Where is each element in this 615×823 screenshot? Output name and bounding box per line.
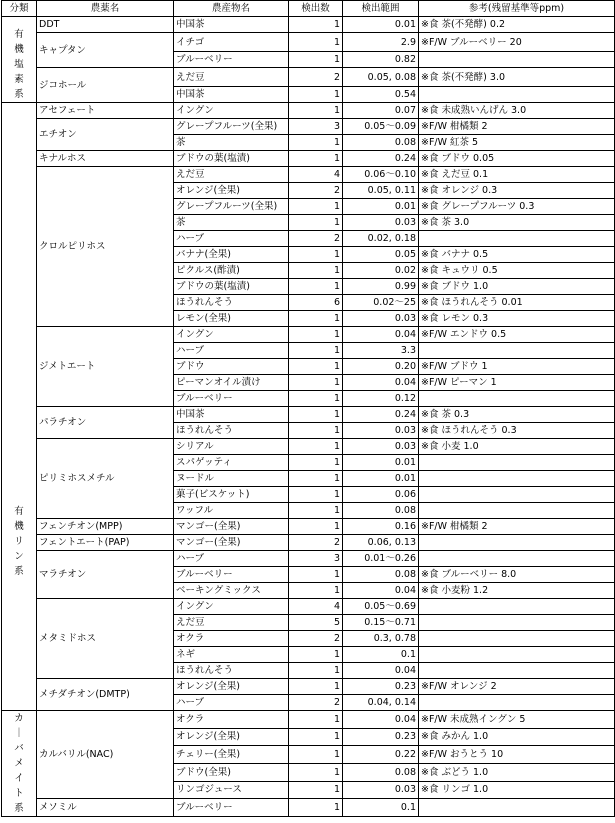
- detection-range: 2.9: [343, 33, 419, 52]
- pesticide-name: フェントエート(PAP): [37, 535, 174, 551]
- detection-range: 0.02: [343, 263, 419, 279]
- crop-name: ハーブ: [174, 695, 289, 711]
- category-char: カ: [14, 713, 24, 724]
- detection-count: 1: [289, 679, 343, 695]
- crop-name: ほうれんそう: [174, 295, 289, 311]
- detection-range: 0.08: [343, 567, 419, 583]
- reference-standard: [419, 695, 615, 711]
- pesticide-name: ピリミホスメチル: [37, 439, 174, 519]
- pesticide-name: キャプタン: [37, 33, 174, 68]
- crop-name: ほうれんそう: [174, 423, 289, 439]
- pesticide-name: DDT: [37, 17, 174, 33]
- reference-standard: ※食 みかん 1.0: [419, 728, 615, 746]
- reference-standard: [419, 455, 615, 471]
- detection-range: 0.22: [343, 746, 419, 764]
- reference-standard: [419, 663, 615, 679]
- table-row: [2, 679, 615, 695]
- detection-count: 1: [289, 647, 343, 663]
- crop-name: マンゴー(全果): [174, 535, 289, 551]
- pesticide-name: メタミドホス: [37, 599, 174, 679]
- detection-range: 0.07: [343, 103, 419, 119]
- detection-count: 2: [289, 631, 343, 647]
- crop-name: グレープフルーツ(全果): [174, 119, 289, 135]
- reference-standard: ※食 キュウリ 0.5: [419, 263, 615, 279]
- crop-name: ベーキングミックス: [174, 583, 289, 599]
- crop-name: ブルーベリー: [174, 567, 289, 583]
- category-cell: [2, 103, 37, 711]
- pesticide-name: キナルホス: [37, 151, 174, 167]
- table-row: [2, 799, 615, 817]
- detection-range: 0.20: [343, 359, 419, 375]
- reference-standard: ※食 えだ豆 0.1: [419, 167, 615, 183]
- crop-name: オレンジ(全果): [174, 183, 289, 199]
- category-char: ト: [14, 788, 24, 799]
- detection-count: 1: [289, 663, 343, 679]
- reference-standard: [419, 535, 615, 551]
- crop-name: 中国茶: [174, 17, 289, 33]
- category-char: リ: [14, 536, 24, 547]
- crop-name: イングン: [174, 103, 289, 119]
- detection-range: 0.01～0.26: [343, 551, 419, 567]
- category-char: 系: [14, 89, 24, 100]
- detection-count: 1: [289, 423, 343, 439]
- reference-standard: [419, 599, 615, 615]
- detection-range: 0.06～0.10: [343, 167, 419, 183]
- detection-count: 1: [289, 439, 343, 455]
- detection-range: 0.01: [343, 17, 419, 33]
- crop-name: ブドウの葉(塩漬): [174, 151, 289, 167]
- detection-range: 0.15～0.71: [343, 615, 419, 631]
- detection-count: 1: [289, 471, 343, 487]
- detection-count: 6: [289, 295, 343, 311]
- crop-name: えだ豆: [174, 167, 289, 183]
- crop-name: ブルーベリー: [174, 799, 289, 817]
- reference-standard: ※食 ほうれんそう 0.01: [419, 295, 615, 311]
- reference-standard: [419, 52, 615, 68]
- reference-standard: [419, 471, 615, 487]
- table-row: [2, 17, 615, 33]
- header-reference: 参考(残留基準等ppm): [419, 1, 615, 17]
- detection-range: 0.04: [343, 583, 419, 599]
- category-char: 有: [14, 506, 24, 517]
- detection-range: 0.03: [343, 311, 419, 327]
- detection-range: 0.08: [343, 503, 419, 519]
- category-label: [4, 234, 34, 579]
- residue-table: [1, 0, 615, 817]
- reference-standard: ※食 茶(不発酵) 0.2: [419, 17, 615, 33]
- reference-standard: ※食 グレープフルーツ 0.3: [419, 199, 615, 215]
- detection-range: 0.05, 0.11: [343, 183, 419, 199]
- reference-standard: [419, 231, 615, 247]
- category-char: 系: [14, 803, 24, 814]
- reference-standard: ※F/W 柑橘類 2: [419, 119, 615, 135]
- crop-name: ピーマンオイル漬け: [174, 375, 289, 391]
- detection-count: 1: [289, 455, 343, 471]
- reference-standard: ※食 バナナ 0.5: [419, 247, 615, 263]
- pesticide-name: メチダチオン(DMTP): [37, 679, 174, 711]
- reference-standard: ※食 未成熟いんげん 3.0: [419, 103, 615, 119]
- reference-standard: ※食 レモン 0.3: [419, 311, 615, 327]
- crop-name: ブルーベリー: [174, 52, 289, 68]
- detection-count: 1: [289, 519, 343, 535]
- reference-standard: ※食 ぶどう 1.0: [419, 763, 615, 781]
- crop-name: ネギ: [174, 647, 289, 663]
- crop-name: えだ豆: [174, 68, 289, 87]
- detection-range: 0.04: [343, 375, 419, 391]
- detection-count: 1: [289, 135, 343, 151]
- detection-count: 1: [289, 151, 343, 167]
- crop-name: ハーブ: [174, 231, 289, 247]
- reference-standard: [419, 647, 615, 663]
- crop-name: チェリー(全果): [174, 746, 289, 764]
- reference-standard: [419, 503, 615, 519]
- detection-count: 1: [289, 375, 343, 391]
- detection-count: 1: [289, 799, 343, 817]
- table-row: [2, 551, 615, 567]
- crop-name: ブドウの葉(塩漬): [174, 279, 289, 295]
- crop-name: ブルーベリー: [174, 391, 289, 407]
- category-char: ｜: [14, 728, 24, 739]
- header-range: 検出範囲: [343, 1, 419, 17]
- table-row: [2, 33, 615, 52]
- crop-name: シリアル: [174, 439, 289, 455]
- crop-name: 茶: [174, 135, 289, 151]
- detection-range: 0.04: [343, 711, 419, 729]
- reference-standard: ※食 ほうれんそう 0.3: [419, 423, 615, 439]
- pesticide-name: カルバリル(NAC): [37, 711, 174, 799]
- header-crop: 農産物名: [174, 1, 289, 17]
- detection-count: 1: [289, 199, 343, 215]
- reference-standard: ※F/W エンドウ 0.5: [419, 327, 615, 343]
- crop-name: ブドウ(全果): [174, 763, 289, 781]
- category-char: バ: [14, 743, 24, 754]
- detection-range: 0.82: [343, 52, 419, 68]
- crop-name: レモン(全果): [174, 311, 289, 327]
- detection-range: 0.3, 0.78: [343, 631, 419, 647]
- category-char: 素: [14, 74, 24, 85]
- reference-standard: ※F/W オレンジ 2: [419, 679, 615, 695]
- detection-count: 4: [289, 167, 343, 183]
- reference-standard: [419, 551, 615, 567]
- crop-name: ヌードル: [174, 471, 289, 487]
- category-char: 有: [14, 29, 24, 40]
- reference-standard: [419, 631, 615, 647]
- detection-count: 1: [289, 728, 343, 746]
- reference-standard: ※F/W 紅茶 5: [419, 135, 615, 151]
- crop-name: オレンジ(全果): [174, 679, 289, 695]
- pesticide-name: メソミル: [37, 799, 174, 817]
- table-row: [2, 439, 615, 455]
- detection-count: 1: [289, 407, 343, 423]
- table-body: [2, 17, 615, 817]
- detection-count: 2: [289, 535, 343, 551]
- crop-name: ほうれんそう: [174, 663, 289, 679]
- crop-name: 中国茶: [174, 407, 289, 423]
- category-char: 機: [14, 521, 24, 532]
- detection-count: 1: [289, 487, 343, 503]
- reference-standard: [419, 799, 615, 817]
- reference-standard: ※F/W ピーマン 1: [419, 375, 615, 391]
- category-label: [4, 17, 34, 102]
- detection-range: 0.1: [343, 799, 419, 817]
- reference-standard: ※F/W 柑橘類 2: [419, 519, 615, 535]
- category-char: メ: [14, 758, 24, 769]
- detection-range: 0.03: [343, 215, 419, 231]
- reference-standard: ※食 ブルーベリー 8.0: [419, 567, 615, 583]
- detection-count: 1: [289, 583, 343, 599]
- header-row: [2, 1, 615, 17]
- detection-count: 3: [289, 551, 343, 567]
- detection-range: 0.04, 0.14: [343, 695, 419, 711]
- detection-range: 0.08: [343, 135, 419, 151]
- pesticide-name: アセフェート: [37, 103, 174, 119]
- reference-standard: ※食 リンゴ 1.0: [419, 781, 615, 799]
- crop-name: 茶: [174, 215, 289, 231]
- detection-range: 0.12: [343, 391, 419, 407]
- table-row: [2, 711, 615, 729]
- crop-name: ワッフル: [174, 503, 289, 519]
- category-char: イ: [14, 773, 24, 784]
- crop-name: えだ豆: [174, 615, 289, 631]
- table-row: [2, 599, 615, 615]
- pesticide-name: クロルピリホス: [37, 167, 174, 327]
- crop-name: ピクルス(酢漬): [174, 263, 289, 279]
- detection-count: 1: [289, 503, 343, 519]
- header-pesticide: 農薬名: [37, 1, 174, 17]
- detection-range: 0.05～0.69: [343, 599, 419, 615]
- detection-count: 1: [289, 567, 343, 583]
- reference-standard: ※食 ブドウ 1.0: [419, 279, 615, 295]
- detection-range: 0.54: [343, 87, 419, 103]
- detection-count: 2: [289, 231, 343, 247]
- detection-range: 0.03: [343, 423, 419, 439]
- detection-range: 0.23: [343, 728, 419, 746]
- detection-range: 0.04: [343, 327, 419, 343]
- detection-range: 0.1: [343, 647, 419, 663]
- crop-name: スパゲッティ: [174, 455, 289, 471]
- reference-standard: ※F/W 未成熟イングン 5: [419, 711, 615, 729]
- detection-count: 1: [289, 247, 343, 263]
- detection-count: 1: [289, 343, 343, 359]
- reference-standard: ※食 小麦粉 1.2: [419, 583, 615, 599]
- category-char: 機: [14, 44, 24, 55]
- detection-range: 0.08: [343, 763, 419, 781]
- detection-range: 0.01: [343, 455, 419, 471]
- pesticide-name: エチオン: [37, 119, 174, 151]
- detection-count: 1: [289, 781, 343, 799]
- detection-range: 0.05: [343, 247, 419, 263]
- detection-range: 0.03: [343, 439, 419, 455]
- detection-range: 0.24: [343, 151, 419, 167]
- detection-count: 1: [289, 763, 343, 781]
- detection-count: 1: [289, 311, 343, 327]
- detection-count: 1: [289, 711, 343, 729]
- detection-count: 1: [289, 263, 343, 279]
- category-char: ン: [14, 551, 24, 562]
- detection-range: 0.04: [343, 663, 419, 679]
- detection-count: 1: [289, 17, 343, 33]
- detection-range: 0.23: [343, 679, 419, 695]
- reference-standard: ※F/W ブドウ 1: [419, 359, 615, 375]
- detection-range: 0.02～25: [343, 295, 419, 311]
- detection-range: 0.24: [343, 407, 419, 423]
- table-row: [2, 535, 615, 551]
- crop-name: ブドウ: [174, 359, 289, 375]
- detection-count: 5: [289, 615, 343, 631]
- crop-name: オクラ: [174, 631, 289, 647]
- detection-range: 0.06: [343, 487, 419, 503]
- detection-count: 1: [289, 391, 343, 407]
- detection-count: 1: [289, 33, 343, 52]
- detection-range: 0.99: [343, 279, 419, 295]
- crop-name: リンゴジュース: [174, 781, 289, 799]
- reference-standard: [419, 391, 615, 407]
- crop-name: ハーブ: [174, 551, 289, 567]
- reference-standard: [419, 615, 615, 631]
- table-row: [2, 167, 615, 183]
- pesticide-name: パラチオン: [37, 407, 174, 439]
- detection-count: 2: [289, 695, 343, 711]
- table-row: [2, 327, 615, 343]
- detection-count: 1: [289, 215, 343, 231]
- detection-range: 0.05～0.09: [343, 119, 419, 135]
- crop-name: オクラ: [174, 711, 289, 729]
- reference-standard: ※食 ブドウ 0.05: [419, 151, 615, 167]
- detection-count: 1: [289, 279, 343, 295]
- table-row: [2, 407, 615, 423]
- detection-count: 4: [289, 599, 343, 615]
- table-row: [2, 519, 615, 535]
- table-row: [2, 103, 615, 119]
- detection-range: 0.01: [343, 199, 419, 215]
- detection-range: 0.06, 0.13: [343, 535, 419, 551]
- detection-count: 1: [289, 359, 343, 375]
- pesticide-name: ジメトエート: [37, 327, 174, 407]
- table-row: [2, 151, 615, 167]
- detection-count: 1: [289, 52, 343, 68]
- crop-name: イチゴ: [174, 33, 289, 52]
- crop-name: マンゴー(全果): [174, 519, 289, 535]
- detection-range: 0.02, 0.18: [343, 231, 419, 247]
- crop-name: ハーブ: [174, 343, 289, 359]
- table-row: [2, 119, 615, 135]
- reference-standard: ※食 小麦 1.0: [419, 439, 615, 455]
- crop-name: グレープフルーツ(全果): [174, 199, 289, 215]
- detection-range: 0.05, 0.08: [343, 68, 419, 87]
- crop-name: バナナ(全果): [174, 247, 289, 263]
- detection-range: 0.01: [343, 471, 419, 487]
- detection-count: 3: [289, 119, 343, 135]
- detection-count: 1: [289, 87, 343, 103]
- pesticide-name: ジコホール: [37, 68, 174, 103]
- crop-name: 中国茶: [174, 87, 289, 103]
- crop-name: イングン: [174, 327, 289, 343]
- reference-standard: ※食 茶 3.0: [419, 215, 615, 231]
- detection-range: 0.03: [343, 781, 419, 799]
- reference-standard: [419, 87, 615, 103]
- table-row: [2, 68, 615, 87]
- detection-range: 3.3: [343, 343, 419, 359]
- detection-range: 0.16: [343, 519, 419, 535]
- category-label: [4, 711, 34, 816]
- detection-count: 1: [289, 103, 343, 119]
- detection-count: 1: [289, 327, 343, 343]
- pesticide-name: マラチオン: [37, 551, 174, 599]
- reference-standard: [419, 487, 615, 503]
- reference-standard: ※食 茶 0.3: [419, 407, 615, 423]
- header-count: 検出数: [289, 1, 343, 17]
- crop-name: オレンジ(全果): [174, 728, 289, 746]
- detection-count: 1: [289, 746, 343, 764]
- reference-standard: ※食 茶(不発酵) 3.0: [419, 68, 615, 87]
- category-char: 系: [14, 566, 24, 577]
- reference-standard: ※F/W ブルーベリー 20: [419, 33, 615, 52]
- category-cell: [2, 17, 37, 103]
- category-cell: [2, 711, 37, 817]
- detection-count: 2: [289, 68, 343, 87]
- reference-standard: [419, 343, 615, 359]
- header-category: 分類: [2, 1, 37, 17]
- reference-standard: ※食 オレンジ 0.3: [419, 183, 615, 199]
- pesticide-name: フェンチオン(MPP): [37, 519, 174, 535]
- crop-name: 菓子(ビスケット): [174, 487, 289, 503]
- category-char: 塩: [14, 59, 24, 70]
- reference-standard: ※F/W おうとう 10: [419, 746, 615, 764]
- detection-count: 2: [289, 183, 343, 199]
- crop-name: イングン: [174, 599, 289, 615]
